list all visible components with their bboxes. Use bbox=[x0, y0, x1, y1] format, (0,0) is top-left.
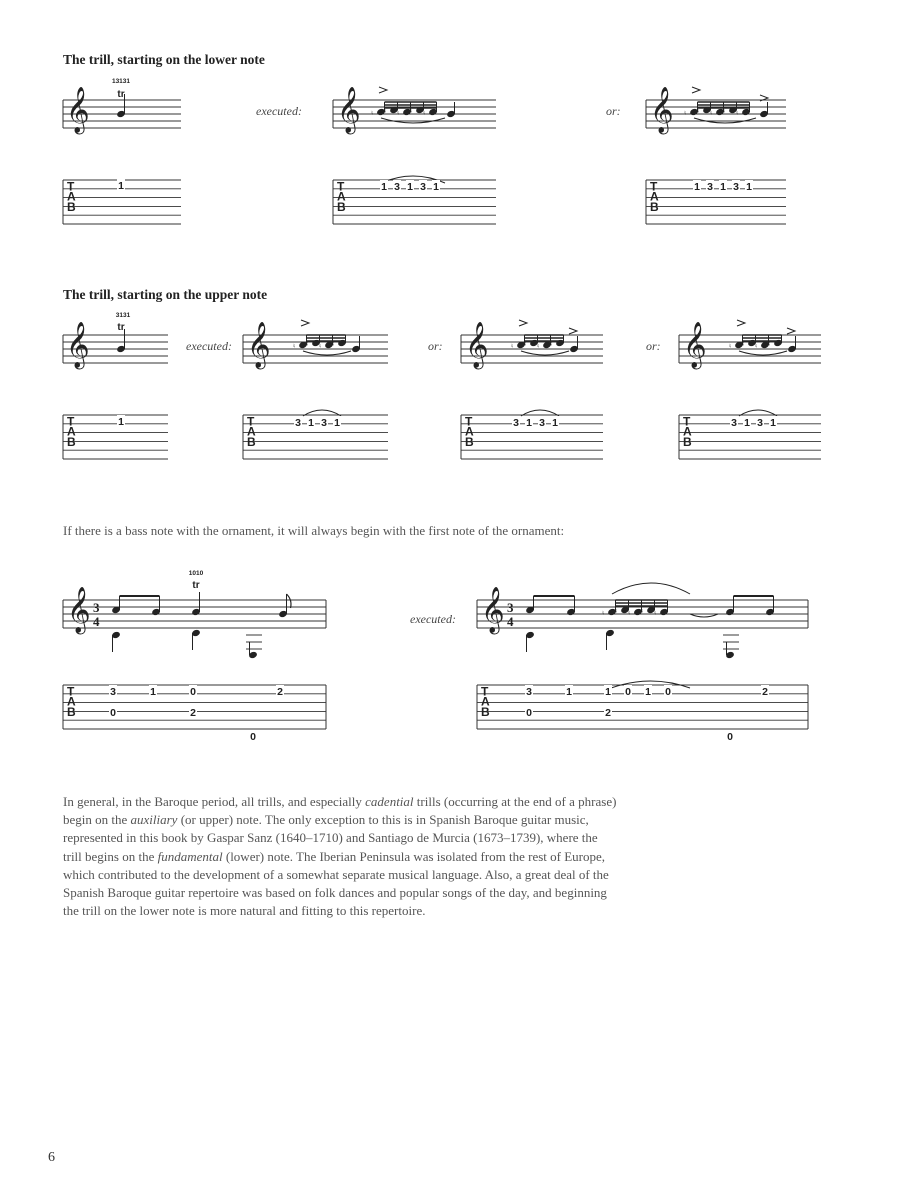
time-signature-top: 3 bbox=[507, 600, 514, 615]
treble-clef-icon: 𝄞 bbox=[247, 322, 271, 368]
natural-sign-icon: ♮ bbox=[524, 341, 527, 348]
tab-number: 1 bbox=[605, 686, 611, 698]
tab-letter: A bbox=[337, 189, 346, 204]
tab-number: 1 bbox=[566, 686, 572, 698]
tab-number: 1 bbox=[744, 417, 750, 429]
natural-sign-icon: ♮ bbox=[384, 108, 387, 115]
flag-icon bbox=[287, 594, 292, 608]
treble-clef-icon: 𝄞 bbox=[67, 587, 91, 633]
tab-number: 1 bbox=[552, 417, 558, 429]
accent-icon bbox=[787, 328, 795, 334]
accent-icon bbox=[301, 320, 309, 326]
tab-letter: B bbox=[67, 704, 76, 719]
section-heading-upper-note: The trill, starting on the upper note bbox=[63, 287, 268, 302]
tab-number: 1 bbox=[308, 417, 314, 429]
tab-number: 1 bbox=[407, 181, 413, 193]
natural-sign-icon: ♮ bbox=[550, 341, 553, 348]
tab-letter: B bbox=[650, 199, 659, 214]
tab-number: 3 bbox=[420, 181, 426, 193]
tab-number: 1 bbox=[150, 686, 156, 698]
tab-number: 1 bbox=[694, 181, 700, 193]
natural-sign-icon: ♮ bbox=[410, 108, 413, 115]
tie-arc bbox=[303, 351, 351, 355]
tab-letter: B bbox=[247, 434, 256, 449]
tab-number: 1 bbox=[746, 181, 752, 193]
tab-letter: B bbox=[67, 199, 76, 214]
tab-letter: T bbox=[650, 179, 658, 194]
label-or: or: bbox=[428, 339, 443, 353]
tie-arc bbox=[521, 351, 569, 355]
tie-arc bbox=[381, 118, 445, 123]
tab-number: 3 bbox=[731, 417, 737, 429]
natural-sign-icon: ♮ bbox=[742, 341, 745, 348]
tab-letter: A bbox=[67, 694, 76, 709]
tab-letter: B bbox=[465, 434, 474, 449]
tie-arc bbox=[694, 118, 756, 123]
tab-number: 0 bbox=[250, 731, 256, 743]
tab-letter: A bbox=[247, 424, 256, 439]
natural-sign-icon: ♮ bbox=[641, 608, 644, 615]
tie-arc bbox=[612, 583, 690, 594]
tab-letter: A bbox=[465, 424, 474, 439]
label-executed: executed: bbox=[186, 339, 232, 353]
tab-number: 3 bbox=[394, 181, 400, 193]
intro-paragraph: If there is a bass note with the ornament, it will always begin with the first note of the ornament: bbox=[63, 523, 565, 538]
tab-number: 1 bbox=[433, 181, 439, 193]
tab-letter: B bbox=[683, 434, 692, 449]
tab-number: 2 bbox=[190, 707, 196, 719]
tab-number: 3 bbox=[757, 417, 763, 429]
tab-letter: A bbox=[481, 694, 490, 709]
tab-number: 2 bbox=[277, 686, 283, 698]
tab-letter: T bbox=[67, 179, 75, 194]
natural-sign-icon: ♮ bbox=[423, 110, 426, 117]
natural-sign-icon: ♮ bbox=[332, 341, 335, 348]
tab-letter: T bbox=[67, 414, 75, 429]
natural-sign-icon: ♮ bbox=[755, 343, 758, 350]
natural-sign-icon: ♮ bbox=[654, 610, 657, 617]
natural-sign-icon: ♮ bbox=[602, 610, 605, 617]
tab-number: 3 bbox=[707, 181, 713, 193]
page-number: 6 bbox=[48, 1150, 55, 1165]
tab-number: 3 bbox=[526, 686, 532, 698]
treble-clef-icon: 𝄞 bbox=[465, 322, 489, 368]
tab-number: 3 bbox=[513, 417, 519, 429]
natural-sign-icon: ♮ bbox=[710, 110, 713, 117]
natural-sign-icon: ♮ bbox=[615, 608, 618, 615]
treble-clef-icon: 𝄞 bbox=[650, 87, 674, 133]
tab-number: 3 bbox=[110, 686, 116, 698]
natural-sign-icon: ♮ bbox=[306, 341, 309, 348]
natural-sign-icon: ♮ bbox=[723, 108, 726, 115]
tab-number: 0 bbox=[190, 686, 196, 698]
natural-sign-icon: ♮ bbox=[768, 341, 771, 348]
trill-ornament: tr bbox=[117, 322, 125, 333]
time-signature-bottom: 4 bbox=[507, 614, 514, 629]
accent-icon bbox=[379, 87, 387, 93]
treble-clef-icon: 𝄞 bbox=[66, 322, 90, 368]
tab-number: 3 bbox=[321, 417, 327, 429]
tab-letter: A bbox=[67, 424, 76, 439]
time-signature-top: 3 bbox=[93, 600, 100, 615]
tab-letter: T bbox=[683, 414, 691, 429]
tab-number: 3 bbox=[295, 417, 301, 429]
time-signature-bottom: 4 bbox=[93, 614, 100, 629]
tab-number: 1 bbox=[645, 686, 651, 698]
tab-number: 1 bbox=[118, 180, 124, 192]
treble-clef-icon: 𝄞 bbox=[683, 322, 707, 368]
accent-icon bbox=[519, 320, 527, 326]
tab-number: 2 bbox=[762, 686, 768, 698]
tab-number: 0 bbox=[727, 731, 733, 743]
tab-letter: T bbox=[67, 684, 75, 699]
tab-letter: A bbox=[683, 424, 692, 439]
tab-letter: B bbox=[67, 434, 76, 449]
tab-number: 3 bbox=[733, 181, 739, 193]
natural-sign-icon: ♮ bbox=[628, 610, 631, 617]
tab-letter: B bbox=[481, 704, 490, 719]
trill-ornament: tr bbox=[192, 580, 200, 591]
natural-sign-icon: ♮ bbox=[397, 110, 400, 117]
natural-sign-icon: ♮ bbox=[511, 343, 514, 350]
accent-icon bbox=[692, 87, 700, 93]
natural-sign-icon: ♮ bbox=[319, 343, 322, 350]
tab-number: 1 bbox=[526, 417, 532, 429]
trill-ornament: tr bbox=[117, 89, 125, 100]
fingering-label: 3131 bbox=[115, 312, 131, 319]
treble-clef-icon: 𝄞 bbox=[66, 87, 90, 133]
tab-number: 0 bbox=[625, 686, 631, 698]
natural-sign-icon: ♮ bbox=[371, 110, 374, 117]
label-or: or: bbox=[606, 104, 621, 118]
label-or: or: bbox=[646, 339, 661, 353]
accent-icon bbox=[569, 328, 577, 334]
tab-number: 0 bbox=[110, 707, 116, 719]
section-heading-lower-note: The trill, starting on the lower note bbox=[63, 52, 265, 67]
natural-sign-icon: ♮ bbox=[736, 110, 739, 117]
tab-number: 0 bbox=[526, 707, 532, 719]
label-executed: executed: bbox=[410, 612, 456, 626]
body-paragraph: In general, in the Baroque period, all trills, and especially cadential trills (occurring at the end of a phrase) begin on the auxiliary (or upper) note. The only exception to this is in Spanish Baroque guitar music, represented in this book by Gaspar Sanz (1640–1710) and Santiago de Murcia (1673–1739), where the trill begins on the fundamental (lower) note. The Iberian Peninsula was isolated from the rest of Europe, which contributed to the development of a somewhat separate musical language. Also, a great deal of the Spanish Baroque guitar repertoire was based on folk dances and popular songs of the day, and beginning the trill on the lower note is more natural and fitting to this repertoire. bbox=[63, 794, 617, 919]
tab-number: 0 bbox=[665, 686, 671, 698]
accent-icon bbox=[737, 320, 745, 326]
tab-number: 1 bbox=[770, 417, 776, 429]
tab-number: 1 bbox=[720, 181, 726, 193]
tab-number: 3 bbox=[539, 417, 545, 429]
tab-letter: A bbox=[67, 189, 76, 204]
tab-letter: B bbox=[337, 199, 346, 214]
tab-letter: T bbox=[465, 414, 473, 429]
tab-number: 1 bbox=[381, 181, 387, 193]
natural-sign-icon: ♮ bbox=[293, 343, 296, 350]
tab-number: 1 bbox=[118, 416, 124, 428]
natural-sign-icon: ♮ bbox=[684, 110, 687, 117]
natural-sign-icon: ♮ bbox=[729, 343, 732, 350]
fingering-label: 13131 bbox=[111, 78, 131, 85]
tab-letter: T bbox=[481, 684, 489, 699]
tab-number: 1 bbox=[334, 417, 340, 429]
fingering-label: 1010 bbox=[188, 570, 204, 577]
tab-number: 2 bbox=[605, 707, 611, 719]
treble-clef-icon: 𝄞 bbox=[481, 587, 505, 633]
tab-letter: T bbox=[247, 414, 255, 429]
tie-arc bbox=[739, 351, 787, 355]
natural-sign-icon: ♮ bbox=[697, 108, 700, 115]
treble-clef-icon: 𝄞 bbox=[337, 87, 361, 133]
label-executed: executed: bbox=[256, 104, 302, 118]
tab-letter: A bbox=[650, 189, 659, 204]
natural-sign-icon: ♮ bbox=[537, 343, 540, 350]
tab-letter: T bbox=[337, 179, 345, 194]
